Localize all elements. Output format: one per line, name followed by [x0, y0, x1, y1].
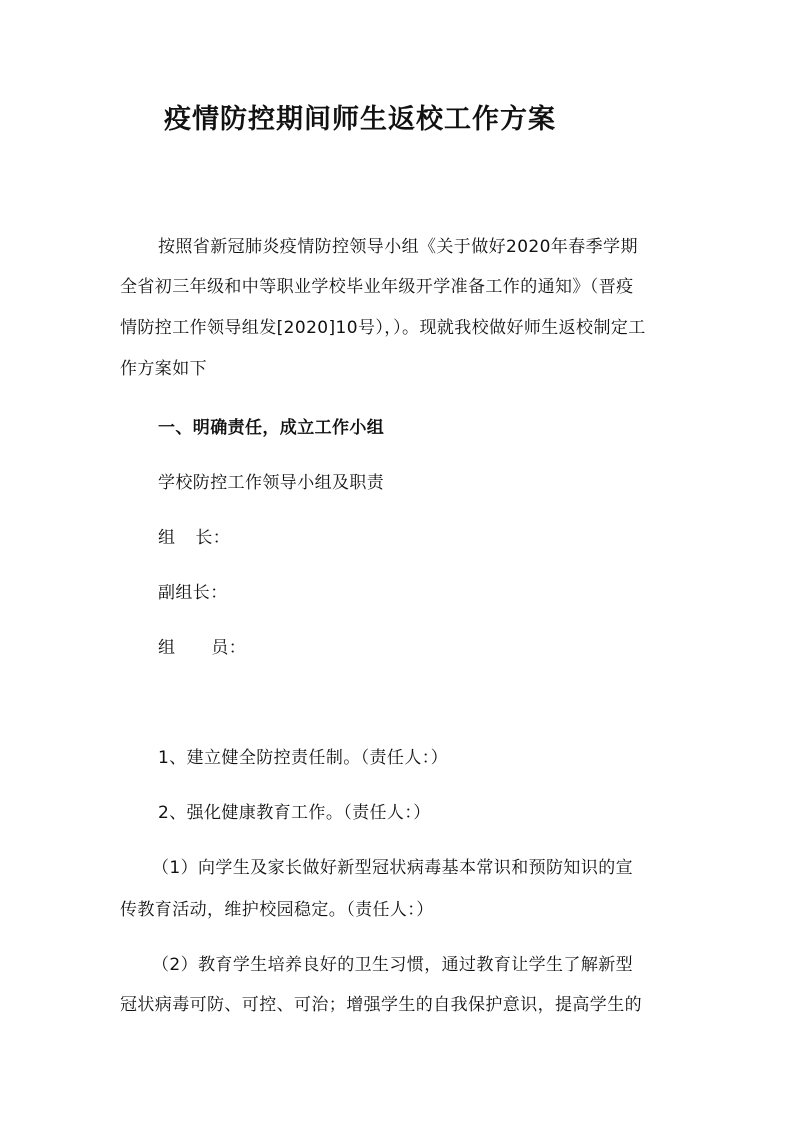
intro-line-1: 按照省新冠肺炎疫情防控领导小组《关于做好2020年春季学期 [158, 237, 638, 257]
intro-line-3: 情防控工作领导组发[2020]10号），）。现就我校做好师生返校制定工 [120, 318, 646, 338]
intro-line-2: 全省初三年级和中等职业学校毕业年级开学准备工作的通知》（晋疫 [120, 277, 634, 297]
sub-item-2-line-2: 冠状病毒可防、可控、可治；增强学生的自我保护意识，提高学生的 [120, 995, 642, 1015]
intro-line-4: 作方案如下 [120, 359, 207, 379]
role-member [158, 633, 246, 658]
role-leader-a: 组 [158, 528, 176, 548]
role-member-a: 组 [158, 638, 176, 658]
section-heading: 一、明确责任，成立工作小组 [158, 418, 385, 438]
sub-item-2-line-1: （2）教育学生培养良好的卫生习惯，通过教育让学生了解新型 [152, 955, 634, 975]
role-member-b: 员： [211, 638, 247, 658]
group-title: 学校防控工作领导小组及职责 [158, 473, 385, 493]
role-leader [158, 523, 230, 548]
sub-item-1-line-1: （1）向学生及家长做好新型冠状病毒基本常识和预防知识的宣 [152, 858, 634, 878]
item-1: 1、建立健全防控责任制。（责任人：） [158, 748, 449, 768]
item-2: 2、强化健康教育工作。（责任人：） [158, 803, 431, 823]
document-title: 疫情防控期间师生返校工作方案 [164, 104, 556, 135]
sub-item-1-line-2: 传教育活动，维护校园稳定。（责任人：） [120, 900, 434, 920]
role-leader-b: 长： [195, 528, 231, 548]
role-deputy: 副组长： [158, 583, 228, 603]
